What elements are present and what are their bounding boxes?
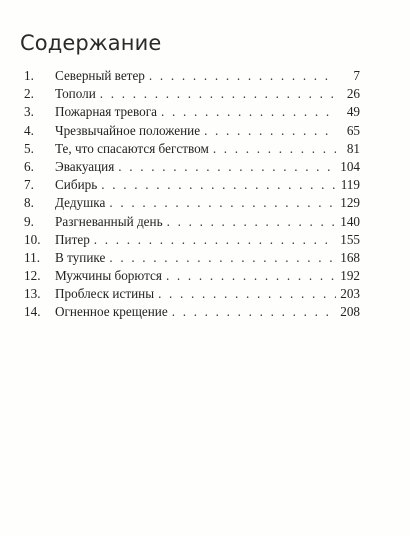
toc-entry-title: Мужчины борются bbox=[55, 268, 162, 284]
toc-entry-page: 168 bbox=[340, 249, 360, 265]
toc-entry-title: Те, что спасаются бегством bbox=[55, 140, 209, 156]
toc-entry-number: 12. bbox=[24, 268, 41, 284]
toc-entry-title: Сибирь bbox=[55, 177, 98, 193]
toc-entry-number: 5. bbox=[24, 140, 34, 156]
toc-entry bbox=[24, 68, 360, 86]
toc-entry-title: Эвакуация bbox=[55, 158, 115, 174]
toc-entry-page: 208 bbox=[340, 304, 360, 320]
toc-entry-title: Дедушка bbox=[55, 195, 106, 211]
dot-leader bbox=[109, 195, 336, 211]
toc-entry-page: 203 bbox=[340, 286, 360, 302]
toc-entry bbox=[24, 159, 360, 177]
toc-entry-title: Пожарная тревога bbox=[55, 104, 157, 120]
toc-entry-page: 140 bbox=[340, 213, 360, 229]
toc-entry-page: 129 bbox=[340, 195, 360, 211]
dot-leader bbox=[118, 159, 336, 175]
dot-leader bbox=[166, 268, 336, 284]
dot-leader bbox=[94, 232, 336, 248]
toc-entry-page: 192 bbox=[340, 268, 360, 284]
toc-entry bbox=[24, 195, 360, 213]
dot-leader bbox=[161, 104, 336, 120]
toc-entry-title: Разгневанный день bbox=[55, 213, 163, 229]
toc-entry-page: 26 bbox=[346, 86, 360, 102]
toc-entry bbox=[24, 286, 360, 304]
toc-entry bbox=[24, 232, 360, 250]
toc-entry bbox=[24, 250, 360, 268]
toc-entry-number: 7. bbox=[24, 177, 34, 193]
dot-leader bbox=[100, 86, 336, 102]
toc-entry-number: 4. bbox=[24, 122, 34, 138]
toc-entry-title: Огненное крещение bbox=[55, 304, 168, 320]
toc-entry-number: 11. bbox=[24, 249, 40, 265]
toc-entry bbox=[24, 141, 360, 159]
toc-entry-title: В тупике bbox=[55, 249, 106, 265]
dot-leader bbox=[149, 68, 336, 84]
toc-entry-number: 3. bbox=[24, 104, 34, 120]
toc-entry-number: 6. bbox=[24, 158, 34, 174]
toc-entry-number: 13. bbox=[24, 286, 41, 302]
toc-entry-page: 65 bbox=[346, 122, 360, 138]
toc-entry-page: 81 bbox=[346, 140, 360, 156]
dot-leader bbox=[167, 214, 336, 230]
toc-entry-number: 10. bbox=[24, 231, 41, 247]
page-title: Содержание bbox=[20, 31, 162, 55]
toc-entry-number: 14. bbox=[24, 304, 41, 320]
toc-entry-page: 7 bbox=[353, 68, 360, 83]
dot-leader bbox=[172, 304, 336, 320]
toc-entry bbox=[24, 268, 360, 286]
toc-entry bbox=[24, 86, 360, 104]
toc-entry-title: Северный ветер bbox=[55, 68, 145, 83]
toc-entry-title: Питер bbox=[55, 231, 90, 247]
toc-entry-number: 8. bbox=[24, 195, 34, 211]
toc-entry-number: 9. bbox=[24, 213, 34, 229]
toc-entry bbox=[24, 123, 360, 141]
toc-entry bbox=[24, 104, 360, 122]
toc-entry bbox=[24, 304, 360, 322]
table-of-contents bbox=[24, 68, 360, 323]
dot-leader bbox=[204, 123, 336, 139]
toc-entry-page: 119 bbox=[340, 177, 360, 193]
toc-entry-page: 155 bbox=[340, 231, 360, 247]
toc-entry-number: 1. bbox=[24, 68, 34, 83]
dot-leader bbox=[158, 286, 336, 302]
dot-leader bbox=[101, 177, 336, 193]
toc-entry-page: 49 bbox=[346, 104, 360, 120]
toc-entry-title: Тополи bbox=[55, 86, 96, 102]
toc-entry bbox=[24, 214, 360, 232]
toc-entry-title: Чрезвычайное положение bbox=[55, 122, 201, 138]
toc-entry bbox=[24, 177, 360, 195]
dot-leader bbox=[213, 141, 336, 157]
dot-leader bbox=[109, 250, 336, 266]
toc-entry-number: 2. bbox=[24, 86, 34, 102]
toc-entry-title: Проблеск истины bbox=[55, 286, 155, 302]
toc-entry-page: 104 bbox=[340, 158, 360, 174]
